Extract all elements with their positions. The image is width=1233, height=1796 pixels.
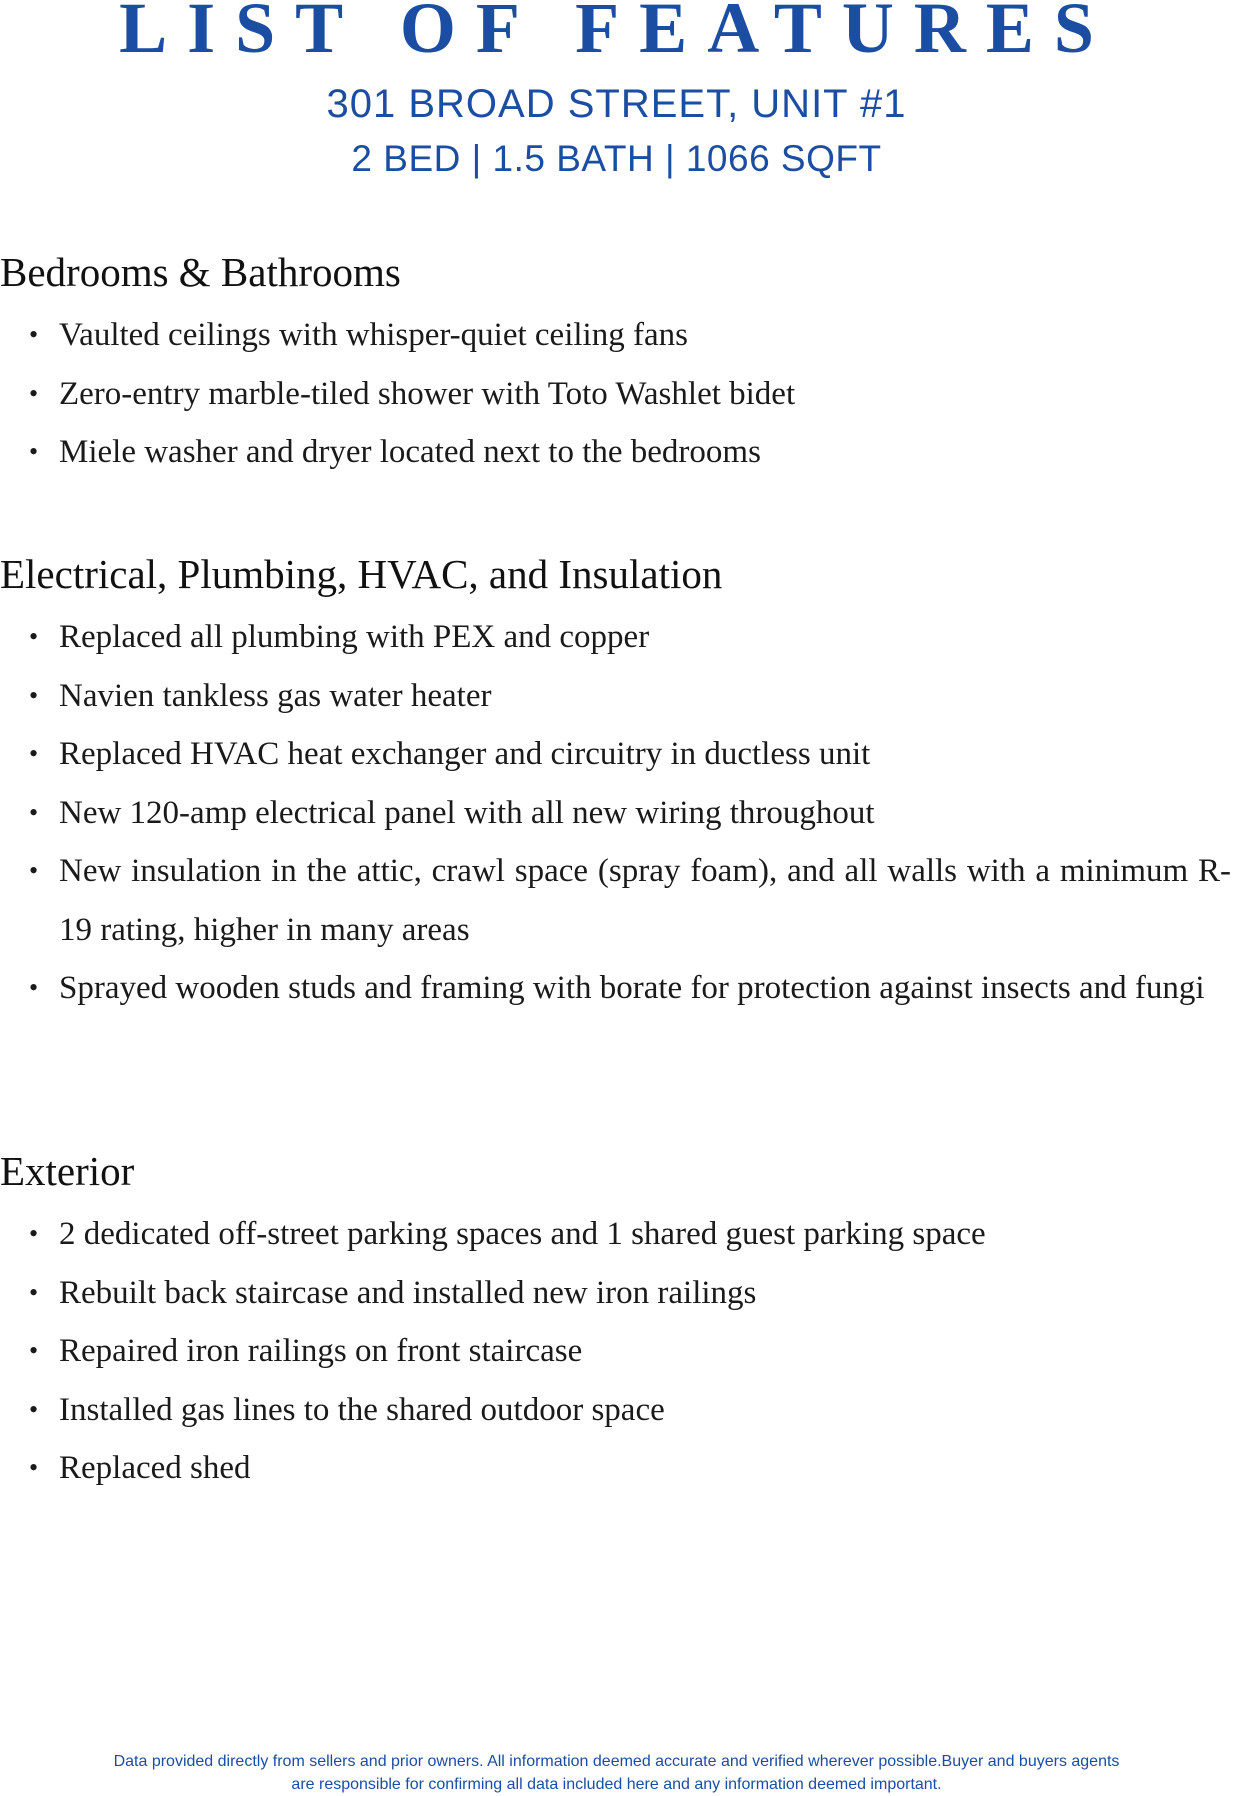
- section-exterior: [0, 1145, 1233, 1498]
- bullet-icon: •: [29, 973, 39, 1002]
- bullet-icon: •: [29, 680, 39, 710]
- list-item: • New 120-amp electrical panel with all new wiring throughout: [0, 784, 1233, 843]
- property-specs: 2 BED | 1.5 BATH | 1066 SQFT: [351, 138, 882, 179]
- list-item: • 2 dedicated off-street parking spaces and 1 shared guest parking space: [0, 1205, 1233, 1264]
- bullet-icon: •: [29, 437, 39, 466]
- property-address: 301 BROAD STREET, UNIT #1: [326, 82, 907, 126]
- bullet-icon: •: [29, 1394, 39, 1424]
- bullet-icon: •: [29, 856, 39, 885]
- list-item: • New insulation in the attic, crawl space (spray foam), and all walls with a minimum R-19 rating, higher in many areas: [0, 842, 1233, 959]
- page-title: LIST OF FEATURES: [119, 0, 1114, 68]
- bullet-icon: •: [29, 320, 39, 349]
- section-electrical-plumbing-hvac: [0, 548, 1233, 1018]
- list-item: • Rebuilt back staircase and installed new iron railings: [0, 1264, 1233, 1323]
- list-item: • Sprayed wooden studs and framing with borate for protection against insects and fungi: [0, 959, 1233, 1018]
- section-heading: Electrical, Plumbing, HVAC, and Insulation: [0, 551, 723, 597]
- section-heading: Exterior: [0, 1148, 135, 1194]
- bullet-icon: •: [29, 1453, 39, 1482]
- feature-list: [0, 608, 1233, 1018]
- bullet-icon: •: [29, 622, 39, 651]
- section-bedrooms-bathrooms: [0, 246, 1233, 482]
- list-item: • Replaced shed: [0, 1439, 1233, 1498]
- disclaimer: Data provided directly from sellers and prior owners. All information deemed accurate and verified wherever possible.Buyer and buyers agents are responsible for confirming all data included here and any information deemed important.: [113, 1753, 1120, 1793]
- section-heading: Bedrooms & Bathrooms: [0, 249, 401, 295]
- list-item: • Replaced HVAC heat exchanger and circuitry in ductless unit: [0, 725, 1233, 784]
- bullet-icon: •: [29, 1277, 39, 1307]
- feature-list: [0, 1205, 1233, 1498]
- bullet-icon: •: [29, 739, 39, 768]
- list-item: • Vaulted ceilings with whisper-quiet ceiling fans: [0, 306, 1233, 365]
- list-item: • Miele washer and dryer located next to the bedrooms: [0, 423, 1233, 482]
- bullet-icon: •: [29, 1219, 39, 1248]
- list-item: • Navien tankless gas water heater: [0, 667, 1233, 726]
- list-item: • Installed gas lines to the shared outdoor space: [0, 1381, 1233, 1440]
- bullet-icon: •: [29, 1336, 39, 1365]
- list-item: • Zero-entry marble-tiled shower with Toto Washlet bidet: [0, 365, 1233, 424]
- feature-list: [0, 306, 1233, 482]
- bullet-icon: •: [29, 797, 39, 827]
- list-item: • Repaired iron railings on front staircase: [0, 1322, 1233, 1381]
- list-item: • Replaced all plumbing with PEX and copper: [0, 608, 1233, 667]
- bullet-icon: •: [29, 378, 39, 408]
